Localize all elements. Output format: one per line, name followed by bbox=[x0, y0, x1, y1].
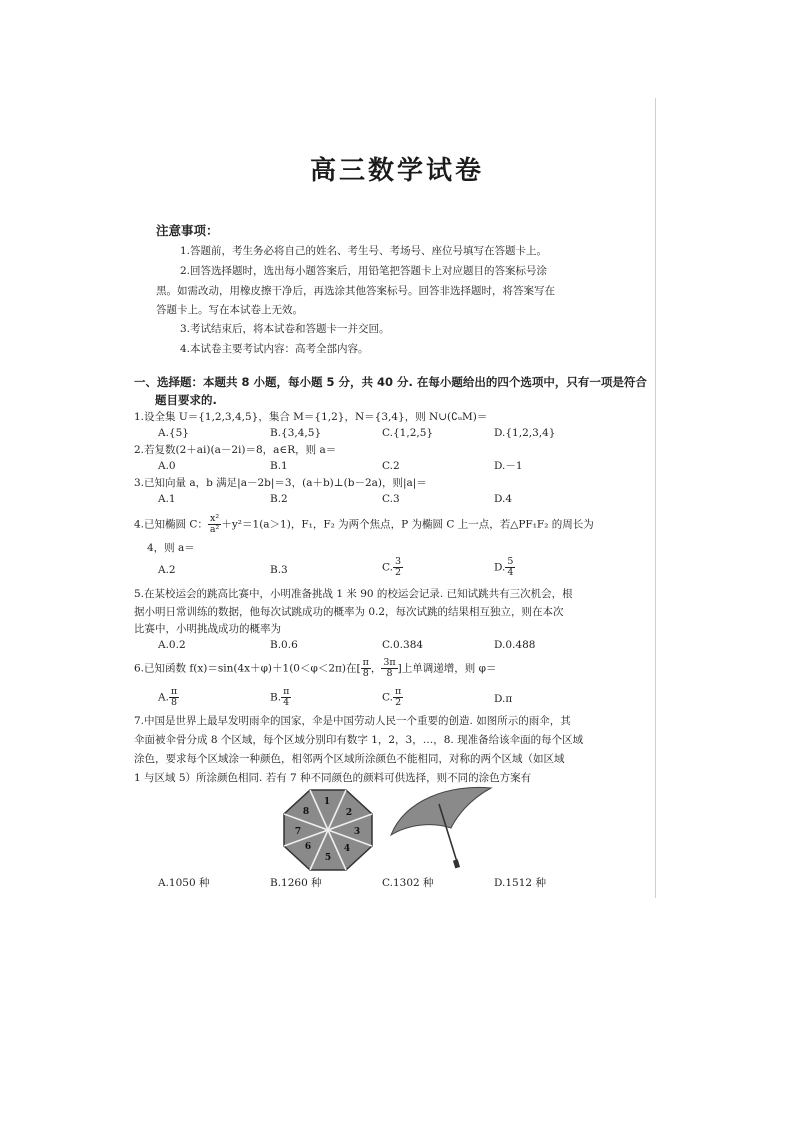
q7-stem-line-2: 伞面被伞骨分成 8 个区域，每个区域分别印有数字 1，2，3，…，8. 现准备给该伞面的每个区域 bbox=[134, 734, 584, 746]
q4-option-d bbox=[494, 557, 515, 578]
q5-option-b: B.0.6 bbox=[270, 639, 298, 651]
q4-option-c-prefix: C. bbox=[382, 561, 393, 574]
q6-interval-low bbox=[361, 658, 371, 679]
q4-option-d-num: 5 bbox=[507, 556, 514, 567]
q4-ellipse-fraction bbox=[208, 514, 221, 535]
q1-stem: 1.设全集 U＝{1,2,3,4,5}，集合 M＝{1,2}，N＝{3,4}，则 N∪(∁ᵤM)＝ bbox=[134, 411, 488, 423]
region-number-7: 7 bbox=[294, 827, 302, 837]
q2-stem: 2.若复数(2＋ai)(a－2i)＝8，a∈R，则 a＝ bbox=[134, 444, 337, 456]
q7-option-d: D.1512 种 bbox=[494, 877, 546, 889]
notice-heading: 注意事项： bbox=[156, 223, 219, 238]
q6-stem-prefix: 6.已知函数 f(x)＝sin(4x＋φ)＋1(0＜φ＜2π)在[ bbox=[134, 662, 361, 675]
q4-option-c-den: 2 bbox=[395, 567, 402, 578]
q3-option-b: B.2 bbox=[270, 493, 288, 505]
q6-option-b-den: 4 bbox=[283, 697, 290, 708]
region-number-2: 2 bbox=[345, 808, 353, 818]
q4-option-d-fraction bbox=[505, 557, 515, 578]
q6-interval-high bbox=[381, 658, 397, 679]
notice-line-6: 4.本试卷主要考试内容：高考全部内容。 bbox=[180, 343, 369, 355]
q6-comma: ， bbox=[370, 662, 382, 675]
q6-option-b-prefix: B. bbox=[270, 691, 282, 704]
q4-option-c-fraction bbox=[393, 557, 403, 578]
q4-stem-line-2: 4，则 a＝ bbox=[147, 542, 195, 554]
q6-option-a-prefix: A. bbox=[158, 691, 169, 704]
notice-line-1: 1.答题前，考生务必将自己的姓名、考生号、考场号、座位号填写在答题卡上。 bbox=[180, 245, 548, 257]
q6-option-a bbox=[158, 687, 179, 708]
q4-option-d-den: 4 bbox=[507, 567, 514, 578]
q6-interval-high-den: 8 bbox=[386, 668, 393, 679]
q4-frac-den: a² bbox=[209, 524, 220, 535]
region-number-8: 8 bbox=[302, 807, 310, 817]
notice-line-2: 2.回答选择题时，选出每小题答案后，用铅笔把答题卡上对应题目的答案标号涂 bbox=[180, 265, 548, 277]
region-number-1: 1 bbox=[323, 797, 331, 807]
q3-option-c: C.3 bbox=[382, 493, 400, 505]
q6-option-c-num: π bbox=[395, 686, 402, 697]
q6-option-c-fraction bbox=[393, 687, 403, 708]
q4-stem bbox=[134, 514, 594, 535]
q6-option-a-num: π bbox=[170, 686, 178, 697]
q4-frac-num: x² bbox=[210, 513, 220, 524]
q7-stem-line-4: 1 与区域 5）所涂颜色相同. 若有 7 种不同颜色的颜料可供选择，则不同的涂色方案有 bbox=[134, 772, 532, 784]
umbrella-handle bbox=[453, 859, 460, 868]
q6-option-c-prefix: C. bbox=[382, 691, 393, 704]
q6-option-b-num: π bbox=[283, 686, 290, 697]
region-number-5: 5 bbox=[324, 853, 332, 863]
q6-option-a-den: 8 bbox=[171, 697, 178, 708]
q1-option-c: C.{1,2,5} bbox=[382, 427, 434, 439]
q2-option-d: D.－1 bbox=[494, 460, 523, 472]
q6-option-b bbox=[270, 687, 291, 708]
q2-option-c: C.2 bbox=[382, 460, 400, 472]
q2-option-a: A.0 bbox=[158, 460, 176, 472]
q6-interval-high-num: 3π bbox=[383, 657, 396, 668]
q4-option-a: A.2 bbox=[158, 564, 176, 576]
q6-option-a-fraction bbox=[169, 687, 179, 708]
q4-stem-prefix: 4.已知椭圆 C： bbox=[134, 518, 208, 531]
q6-stem-rest: ]上单调递增，则 φ＝ bbox=[397, 662, 497, 675]
q5-option-a: A.0.2 bbox=[158, 639, 186, 651]
q4-option-b: B.3 bbox=[270, 564, 288, 576]
region-number-6: 6 bbox=[304, 842, 312, 852]
q7-stem-line-1: 7.中国是世界上最早发明雨伞的国家，伞是中国劳动人民一个重要的创造. 如图所示的雨伞，其 bbox=[134, 715, 571, 727]
q5-option-c: C.0.384 bbox=[382, 639, 424, 651]
q7-option-a: A.1050 种 bbox=[158, 877, 210, 889]
q4-option-c-num: 3 bbox=[395, 556, 402, 567]
q3-option-d: D.4 bbox=[494, 493, 513, 505]
notice-line-3: 黑。如需改动，用橡皮擦干净后，再选涂其他答案标号。回答非选择题时，将答案写在 bbox=[156, 285, 555, 297]
q4-stem-rest: ＋y²＝1(a＞1)，F₁，F₂ 为两个焦点，P 为椭圆 C 上一点，若△PF₁F₂ 的周长为 bbox=[221, 518, 594, 531]
page-title: 高三数学试卷 bbox=[309, 156, 484, 186]
q7-stem-line-3: 涂色，要求每个区域涂一种颜色，相邻两个区域所涂颜色不能相同，对称的两个区域（如区域 bbox=[134, 753, 565, 765]
q3-option-a: A.1 bbox=[158, 493, 176, 505]
q4-option-d-prefix: D. bbox=[494, 561, 506, 574]
q1-option-d: D.{1,2,3,4} bbox=[494, 427, 556, 439]
q6-option-d: D.π bbox=[494, 693, 513, 705]
q6-interval-low-den: 8 bbox=[362, 668, 369, 679]
q6-option-b-fraction bbox=[281, 687, 291, 708]
margin-rule bbox=[655, 98, 656, 898]
q1-option-b: B.{3,4,5} bbox=[270, 427, 322, 439]
q6-option-c bbox=[382, 687, 403, 708]
q7-option-c: C.1302 种 bbox=[382, 877, 434, 889]
region-number-4: 4 bbox=[343, 844, 351, 854]
q4-option-c bbox=[382, 557, 403, 578]
q6-interval-low-num: π bbox=[362, 657, 369, 668]
q2-option-b: B.1 bbox=[270, 460, 288, 472]
q7-option-b: B.1260 种 bbox=[270, 877, 322, 889]
q3-stem: 3.已知向量 a，b 满足|a－2b|＝3，(a＋b)⊥(b－2a)，则|a|＝ bbox=[134, 477, 427, 489]
q5-option-d: D.0.488 bbox=[494, 639, 536, 651]
section-heading-line-2: 题目要求的. bbox=[155, 393, 217, 407]
umbrella-side-view-figure bbox=[387, 780, 497, 870]
q5-stem-line-2: 据小明日常训练的数据，他每次试跳成功的概率为 0.2，每次试跳的结果相互独立，则在本次 bbox=[134, 606, 564, 618]
q6-stem bbox=[134, 658, 496, 679]
notice-line-5: 3.考试结束后，将本试卷和答题卡一并交回。 bbox=[180, 323, 390, 335]
section-heading-line-1: 一、选择题：本题共 8 小题，每小题 5 分，共 40 分. 在每小题给出的四个选项中，只有一项是符合 bbox=[134, 375, 647, 389]
notice-line-4: 答题卡上。写在本试卷上无效。 bbox=[156, 304, 303, 316]
q5-stem-line-3: 比赛中，小明挑战成功的概率为 bbox=[134, 623, 281, 635]
region-number-3: 3 bbox=[353, 827, 361, 837]
q5-stem-line-1: 5.在某校运会的跳高比赛中，小明准备挑战 1 米 90 的校运会记录. 已知试跳共有三次机会，根 bbox=[134, 588, 573, 600]
q1-option-a: A.{5} bbox=[158, 427, 189, 439]
q6-option-c-den: 2 bbox=[395, 697, 402, 708]
umbrella-top-view-figure bbox=[280, 787, 376, 873]
